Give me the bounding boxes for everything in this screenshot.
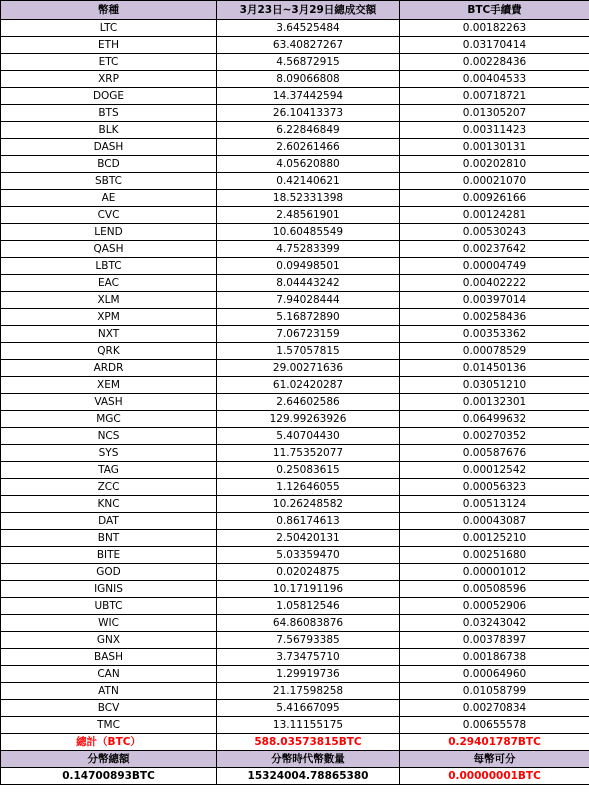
table-row (1, 428, 589, 445)
cell-fee: 0.00397014 (400, 292, 589, 309)
cell-fee: 0.00270352 (400, 428, 589, 445)
cell-fee: 0.00012542 (400, 462, 589, 479)
cell-coin: DASH (1, 139, 217, 156)
cell-volume: 10.60485549 (217, 224, 400, 241)
table-row (1, 71, 589, 88)
table-row (1, 292, 589, 309)
cell-coin: BASH (1, 649, 217, 666)
header-volume: 3月23日~3月29日總成交額 (217, 1, 400, 20)
cell-volume: 0.86174613 (217, 513, 400, 530)
cell-fee: 0.01058799 (400, 683, 589, 700)
cell-fee: 0.00530243 (400, 224, 589, 241)
cell-coin: UBTC (1, 598, 217, 615)
cell-volume: 3.73475710 (217, 649, 400, 666)
cell-fee: 0.03051210 (400, 377, 589, 394)
cell-volume: 2.48561901 (217, 207, 400, 224)
total-label: 總計（BTC） (1, 734, 217, 751)
cell-fee: 0.03243042 (400, 615, 589, 632)
cell-volume: 7.56793385 (217, 632, 400, 649)
cell-volume: 61.02420287 (217, 377, 400, 394)
cell-fee: 0.00311423 (400, 122, 589, 139)
table-row (1, 139, 589, 156)
cell-volume: 0.25083615 (217, 462, 400, 479)
cell-volume: 7.06723159 (217, 326, 400, 343)
cell-coin: BLK (1, 122, 217, 139)
cell-volume: 5.03359470 (217, 547, 400, 564)
cell-volume: 10.17191196 (217, 581, 400, 598)
table-row (1, 275, 589, 292)
cell-coin: BNT (1, 530, 217, 547)
table-row (1, 37, 589, 54)
cell-fee: 0.00237642 (400, 241, 589, 258)
table-row (1, 479, 589, 496)
cell-coin: BTS (1, 105, 217, 122)
table-row (1, 615, 589, 632)
cell-fee: 0.00251680 (400, 547, 589, 564)
cell-coin: DOGE (1, 88, 217, 105)
cell-volume: 11.75352077 (217, 445, 400, 462)
table-row (1, 496, 589, 513)
cell-volume: 7.94028444 (217, 292, 400, 309)
table-row (1, 530, 589, 547)
table-row (1, 105, 589, 122)
dividend-header-total: 分幣總額 (1, 751, 217, 768)
cell-volume: 4.56872915 (217, 54, 400, 71)
cell-fee: 0.00587676 (400, 445, 589, 462)
cell-fee: 0.00043087 (400, 513, 589, 530)
cell-volume: 26.10413373 (217, 105, 400, 122)
cell-coin: NXT (1, 326, 217, 343)
cell-coin: ARDR (1, 360, 217, 377)
cell-volume: 0.09498501 (217, 258, 400, 275)
cell-fee: 0.00513124 (400, 496, 589, 513)
cell-coin: LTC (1, 20, 217, 37)
cell-coin: DAT (1, 513, 217, 530)
cell-coin: ATN (1, 683, 217, 700)
cell-coin: CAN (1, 666, 217, 683)
cell-fee: 0.00130131 (400, 139, 589, 156)
cell-fee: 0.00404533 (400, 71, 589, 88)
cell-coin: GOD (1, 564, 217, 581)
cell-volume: 21.17598258 (217, 683, 400, 700)
cell-volume: 8.04443242 (217, 275, 400, 292)
cell-volume: 3.64525484 (217, 20, 400, 37)
dividend-per-coin: 0.00000001BTC (400, 768, 589, 785)
cell-volume: 1.57057815 (217, 343, 400, 360)
cell-volume: 14.37442594 (217, 88, 400, 105)
cell-fee: 0.00004749 (400, 258, 589, 275)
table-row (1, 241, 589, 258)
cell-volume: 4.05620880 (217, 156, 400, 173)
cell-volume: 10.26248582 (217, 496, 400, 513)
cell-coin: TMC (1, 717, 217, 734)
table-row (1, 445, 589, 462)
table-row (1, 581, 589, 598)
cell-fee: 0.00228436 (400, 54, 589, 71)
cell-fee: 0.00926166 (400, 190, 589, 207)
table-row (1, 462, 589, 479)
cell-coin: ETC (1, 54, 217, 71)
cell-fee: 0.00052906 (400, 598, 589, 615)
table-row (1, 122, 589, 139)
cell-coin: XPM (1, 309, 217, 326)
cell-volume: 13.11155175 (217, 717, 400, 734)
cell-volume: 6.22846849 (217, 122, 400, 139)
cell-volume: 18.52331398 (217, 190, 400, 207)
table-row (1, 411, 589, 428)
table-row (1, 666, 589, 683)
cell-volume: 1.29919736 (217, 666, 400, 683)
table-row (1, 156, 589, 173)
table-row (1, 326, 589, 343)
cell-coin: MGC (1, 411, 217, 428)
cell-coin: QRK (1, 343, 217, 360)
dividend-header-row (1, 751, 589, 768)
cell-volume: 64.86083876 (217, 615, 400, 632)
cell-fee: 0.00064960 (400, 666, 589, 683)
cell-coin: XLM (1, 292, 217, 309)
dividend-header-supply: 分幣時代幣數量 (217, 751, 400, 768)
cell-coin: NCS (1, 428, 217, 445)
table-row (1, 649, 589, 666)
cell-fee: 0.00182263 (400, 20, 589, 37)
table-row (1, 547, 589, 564)
cell-fee: 0.00402222 (400, 275, 589, 292)
cell-fee: 0.00378397 (400, 632, 589, 649)
cell-volume: 2.64602586 (217, 394, 400, 411)
cell-volume: 2.50420131 (217, 530, 400, 547)
table-row (1, 88, 589, 105)
cell-coin: EAC (1, 275, 217, 292)
cell-coin: LEND (1, 224, 217, 241)
cell-volume: 5.41667095 (217, 700, 400, 717)
cell-fee: 0.00718721 (400, 88, 589, 105)
header-fee: BTC手續費 (400, 1, 589, 20)
cell-fee: 0.00078529 (400, 343, 589, 360)
cell-coin: IGNIS (1, 581, 217, 598)
cell-coin: QASH (1, 241, 217, 258)
cell-coin: XEM (1, 377, 217, 394)
cell-volume: 5.16872890 (217, 309, 400, 326)
cell-coin: WIC (1, 615, 217, 632)
cell-fee: 0.00270834 (400, 700, 589, 717)
table-row (1, 173, 589, 190)
cell-coin: GNX (1, 632, 217, 649)
cell-fee: 0.01450136 (400, 360, 589, 377)
total-volume: 588.03573815BTC (217, 734, 400, 751)
cell-fee: 0.06499632 (400, 411, 589, 428)
cell-fee: 0.00124281 (400, 207, 589, 224)
cell-coin: SYS (1, 445, 217, 462)
cell-volume: 63.40827267 (217, 37, 400, 54)
cell-coin: KNC (1, 496, 217, 513)
cell-volume: 1.05812546 (217, 598, 400, 615)
table-row (1, 224, 589, 241)
cell-fee: 0.03170414 (400, 37, 589, 54)
cell-coin: LBTC (1, 258, 217, 275)
cell-volume: 0.42140621 (217, 173, 400, 190)
cell-coin: ETH (1, 37, 217, 54)
table-row (1, 360, 589, 377)
cell-fee: 0.00353362 (400, 326, 589, 343)
cell-coin: ZCC (1, 479, 217, 496)
table-row (1, 343, 589, 360)
cell-coin: AE (1, 190, 217, 207)
table-row (1, 632, 589, 649)
cell-fee: 0.00001012 (400, 564, 589, 581)
table-row (1, 700, 589, 717)
table-row (1, 564, 589, 581)
dividend-supply: 15324004.78865380 (217, 768, 400, 785)
cell-coin: BCV (1, 700, 217, 717)
table-header-row (1, 1, 589, 20)
cell-coin: SBTC (1, 173, 217, 190)
cell-fee: 0.00125210 (400, 530, 589, 547)
table-row (1, 683, 589, 700)
table-row (1, 309, 589, 326)
cell-volume: 1.12646055 (217, 479, 400, 496)
dividend-header-per-coin: 每幣可分 (400, 751, 589, 768)
table-row (1, 377, 589, 394)
cell-coin: VASH (1, 394, 217, 411)
cell-fee: 0.00258436 (400, 309, 589, 326)
cell-fee: 0.00186738 (400, 649, 589, 666)
cell-volume: 4.75283399 (217, 241, 400, 258)
cell-coin: BCD (1, 156, 217, 173)
table-row (1, 207, 589, 224)
cell-fee: 0.00202810 (400, 156, 589, 173)
cell-volume: 129.99263926 (217, 411, 400, 428)
cell-fee: 0.00508596 (400, 581, 589, 598)
cell-coin: XRP (1, 71, 217, 88)
cell-volume: 2.60261466 (217, 139, 400, 156)
cell-coin: TAG (1, 462, 217, 479)
table-row (1, 190, 589, 207)
dividend-row (1, 768, 589, 785)
table-row (1, 394, 589, 411)
table-row (1, 598, 589, 615)
cell-fee: 0.00056323 (400, 479, 589, 496)
table-row (1, 258, 589, 275)
table-row (1, 717, 589, 734)
cell-coin: BITE (1, 547, 217, 564)
total-fee: 0.29401787BTC (400, 734, 589, 751)
cell-fee: 0.01305207 (400, 105, 589, 122)
table-row (1, 513, 589, 530)
cell-volume: 0.02024875 (217, 564, 400, 581)
cell-fee: 0.00132301 (400, 394, 589, 411)
table-row (1, 54, 589, 71)
header-coin: 幣種 (1, 1, 217, 20)
cell-coin: CVC (1, 207, 217, 224)
cell-fee: 0.00021070 (400, 173, 589, 190)
total-row (1, 734, 589, 751)
table-row (1, 20, 589, 37)
cell-volume: 8.09066808 (217, 71, 400, 88)
cell-fee: 0.00655578 (400, 717, 589, 734)
cell-volume: 29.00271636 (217, 360, 400, 377)
cell-volume: 5.40704430 (217, 428, 400, 445)
dividend-total: 0.14700893BTC (1, 768, 217, 785)
fee-table-body (1, 1, 589, 785)
